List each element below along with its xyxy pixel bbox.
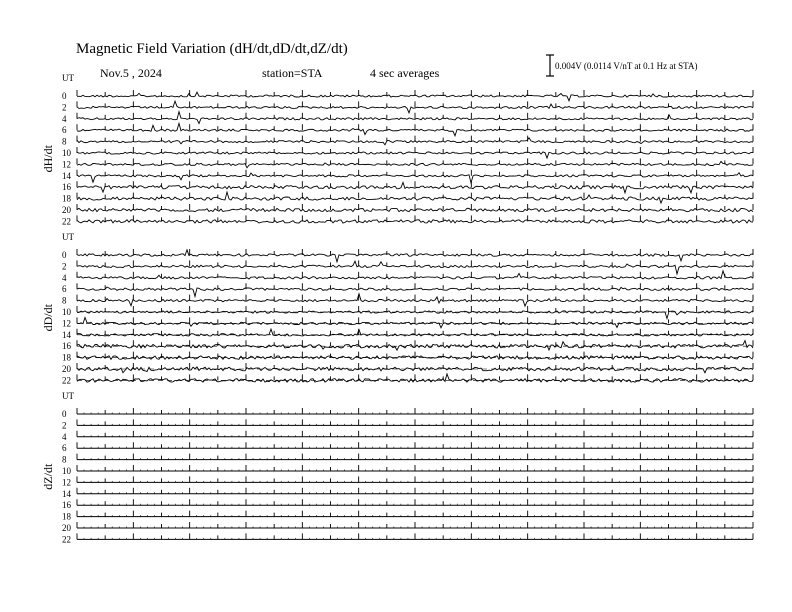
hour-ticks <box>77 476 753 482</box>
hour-ticks <box>77 193 753 199</box>
row-tick-label: 16 <box>62 500 71 511</box>
panel-axis-label: dD/dt <box>41 304 55 332</box>
ut-label: UT <box>62 73 74 83</box>
row-tick-label: 4 <box>62 113 67 124</box>
row-tick-label: 0 <box>62 250 67 260</box>
hour-ticks <box>77 522 753 528</box>
row-tick-label: 8 <box>62 454 67 465</box>
row-tick-label: 18 <box>62 352 71 363</box>
panel-dH-dt <box>41 73 753 226</box>
row-tick-label: 20 <box>62 205 71 215</box>
row-tick-label: 8 <box>62 295 67 306</box>
row-tick-label: 6 <box>62 284 67 295</box>
row-tick-label: 4 <box>62 272 67 283</box>
row-tick-label: 12 <box>62 318 71 329</box>
row-tick-label: 14 <box>62 329 71 340</box>
row-tick-label: 6 <box>62 443 67 454</box>
row-tick-label: 22 <box>62 375 71 386</box>
hour-ticks <box>77 170 753 176</box>
date-label: Nov.5 , 2024 <box>100 66 162 80</box>
hour-ticks <box>77 340 753 346</box>
row-tick-label: 10 <box>62 148 71 158</box>
row-tick-label: 2 <box>62 261 67 272</box>
ut-label: UT <box>62 232 74 242</box>
panel-axis-label: dH/dt <box>41 145 55 173</box>
hour-ticks <box>77 533 753 539</box>
row-tick-label: 18 <box>62 193 71 204</box>
hour-ticks <box>77 419 753 425</box>
hour-ticks <box>77 283 753 289</box>
panel-dD-dt <box>41 232 753 385</box>
hour-ticks <box>77 431 753 437</box>
row-tick-label: 20 <box>62 523 71 533</box>
scale-bar <box>546 55 697 76</box>
hour-ticks <box>77 499 753 505</box>
row-tick-label: 14 <box>62 488 71 499</box>
row-tick-label: 22 <box>62 216 71 227</box>
chart-title: Magnetic Field Variation (dH/dt,dD/dt,dZ/dt) <box>76 41 348 57</box>
averaging-label: 4 sec averages <box>370 66 440 80</box>
row-tick-label: 16 <box>62 182 71 193</box>
row-tick-label: 8 <box>62 136 67 147</box>
row-tick-label: 20 <box>62 364 71 374</box>
hour-ticks <box>77 181 753 187</box>
station-label: station=STA <box>262 66 323 80</box>
hour-ticks <box>77 249 753 255</box>
row-tick-label: 2 <box>62 102 67 113</box>
row-tick-label: 16 <box>62 341 71 352</box>
row-tick-label: 0 <box>62 91 67 101</box>
row-tick-label: 6 <box>62 125 67 136</box>
hour-ticks <box>77 329 753 335</box>
hour-ticks <box>77 204 753 210</box>
scale-bar-label: 0.004V (0.0114 V/nT at 0.1 Hz at STA) <box>555 61 698 71</box>
hour-ticks <box>77 488 753 494</box>
row-tick-label: 4 <box>62 431 67 442</box>
panel-dZ-dt <box>41 391 753 544</box>
hour-ticks <box>77 295 753 301</box>
ut-label: UT <box>62 391 74 401</box>
panels <box>41 73 753 544</box>
hour-ticks <box>77 511 753 517</box>
row-tick-label: 12 <box>62 477 71 488</box>
hour-ticks <box>77 272 753 278</box>
row-tick-label: 14 <box>62 170 71 181</box>
row-tick-label: 10 <box>62 466 71 476</box>
hour-ticks <box>77 465 753 471</box>
row-tick-label: 10 <box>62 307 71 317</box>
hour-ticks <box>77 158 753 164</box>
row-tick-label: 12 <box>62 159 71 170</box>
row-tick-label: 22 <box>62 534 71 545</box>
row-tick-label: 2 <box>62 420 67 431</box>
hour-ticks <box>77 442 753 448</box>
panel-axis-label: dZ/dt <box>41 463 55 490</box>
row-tick-label: 18 <box>62 511 71 522</box>
hour-ticks <box>77 454 753 460</box>
hour-ticks <box>77 408 753 414</box>
hour-ticks <box>77 101 753 107</box>
row-tick-label: 0 <box>62 409 67 419</box>
